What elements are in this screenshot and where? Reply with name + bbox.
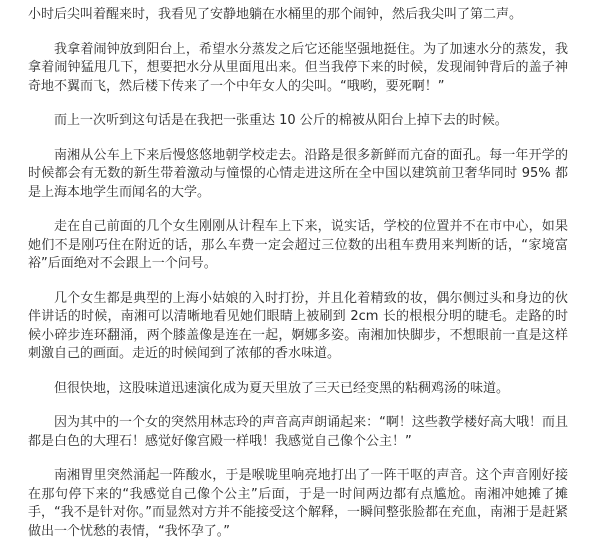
paragraph-4: 南湘从公车上下来后慢悠悠地朝学校走去。沿路是很多新鲜而亢奋的面孔。每一年开学的时候都会有无数的新生带着激动与憧憬的心情走进这所在全中国以建筑前卫奢华同时 95% 都是上海本地学生而闻名的大学。 — [28, 147, 568, 200]
paragraph-gap — [28, 451, 568, 467]
paragraph-gap — [28, 274, 568, 290]
paragraph-6: 几个女生都是典型的上海小姑娘的入时打扮，并且化着精致的妆，偶尔侧过头和身边的伙伴讲话的时候，南湘可以清晰地看见她们眼睛上被刷到 2cm 长的根根分明的睫毛。走路的时候小碎步连环翻涌，两个膝盖像是连在一起，婀娜多姿。南湘加快脚步，不想眼前一直是这样刺激自己的画面。走近的时候闻到了浓郁的香水味道。 — [28, 290, 568, 361]
paragraph-7: 但很快地，这股味道迅速演化成为夏天里放了三天已经变黑的粘稠鸡汤的味道。 — [54, 380, 510, 396]
paragraph-gap — [28, 25, 568, 41]
paragraph-gap — [28, 131, 568, 147]
paragraph-gap — [28, 364, 568, 380]
paragraph-1: 小时后尖叫着醒来时，我看见了安静地躺在水桶里的那个闹钟，然后我尖叫了第二声。 — [28, 7, 523, 22]
paragraph-9: 南湘胃里突然涌起一阵酸水，于是喉咙里响亮地打出了一阵干呕的声音。这个声音刚好接在那句停下来的“我感觉自己像个公主”后面，于是一时间两边都有点尴尬。南湘冲她摊了摊手，“我不是针对你。”而显然对方并不能接受这个解释，一瞬间整张脸都在充血，南湘于是赶紧做出一个忧愁的表情，“我怀孕了。” — [28, 468, 568, 539]
paragraph-5: 走在自己前面的几个女生刚刚从计程车上下来，说实话，学校的位置并不在市中心，如果她们不是刚巧住在附近的话，那么车费一定会超过三位数的出租车费用来判断的话，“家境富裕”后面绝对不会跟上一个问号。 — [28, 219, 568, 271]
paragraph-gap — [28, 202, 568, 218]
paragraph-2: 我拿着闹钟放到阳台上，希望水分蒸发之后它还能坚强地挺住。为了加速水分的蒸发，我拿着闹钟猛甩几下，想要把水分从里面甩出来。但当我停下来的时候，发现闹钟背后的盖子神奇地不翼而飞，然后楼下传来了一个中年女人的尖叫。“哦哟，要死啊！” — [28, 41, 568, 94]
paragraph-3: 而上一次听到这句话是在我把一张重达 10 公斤的棉被从阳台上掉下去的时候。 — [54, 113, 508, 128]
paragraph-gap — [28, 96, 568, 112]
paragraph-8: 因为其中的一个女的突然用林志玲的声音高声朗诵起来：“啊！这些教学楼好高大哦！而且都是白色的大理石！感觉好像宫殿一样哦！我感觉自己像个公主！” — [28, 415, 568, 449]
paragraph-gap — [28, 398, 568, 414]
